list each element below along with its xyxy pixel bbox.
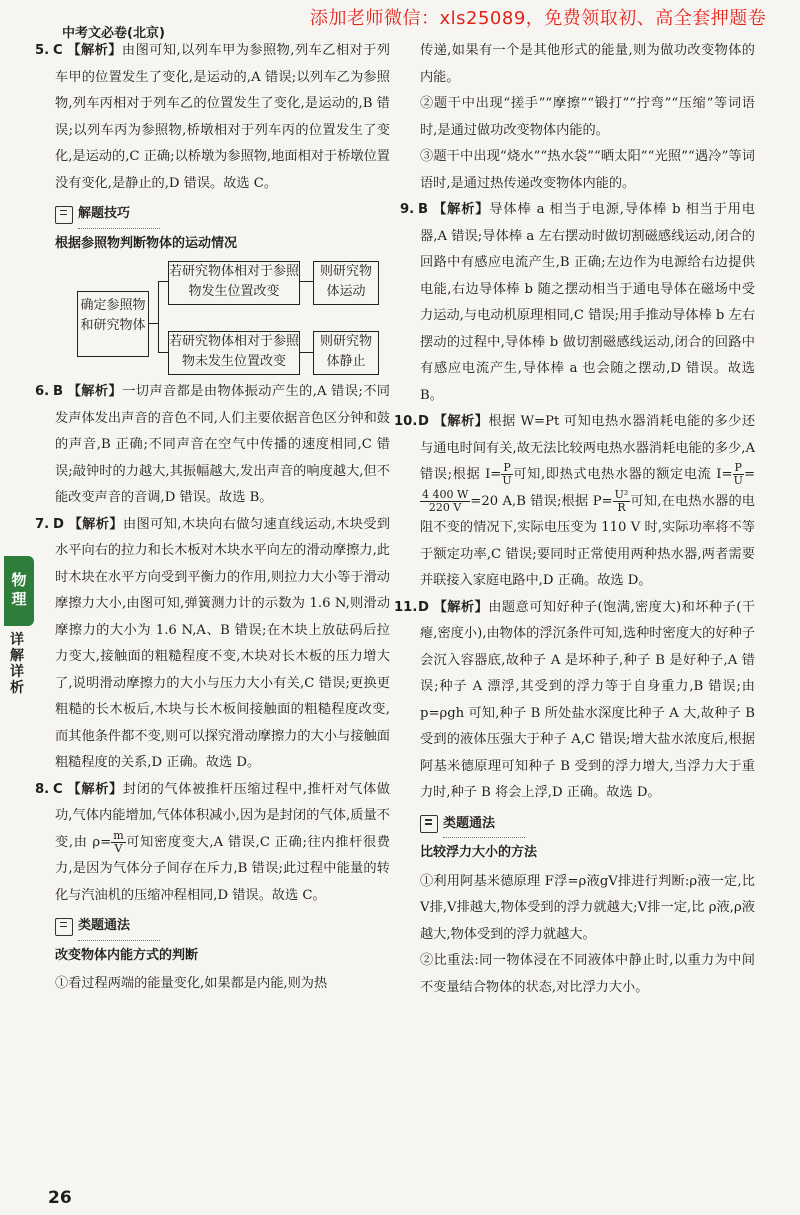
answer-letter: C (53, 781, 63, 797)
note-icon (420, 815, 438, 833)
diagram-box-moving: 则研究物体运动 (313, 261, 379, 305)
question-6 (35, 379, 390, 512)
analysis-tag: 【解析】 (67, 43, 122, 58)
answer-letter: D (418, 599, 429, 615)
analysis-text: 可知,在电热水器的电阻不变的情况下,实际电压变为 110 V 时,实际功率将不等于额定功率,C 错误;要同时正常使用两种热水器,两者需要并联接入家庭电路中,D 正确。故选 D。 (420, 493, 755, 588)
diagram-box-start: 确定参照物和研究物体 (77, 291, 149, 357)
question-number: 10. (394, 414, 418, 429)
fraction-p-over-u (733, 462, 744, 487)
fraction-denominator: U (733, 474, 743, 487)
analysis-text: 一切声音都是由物体振动产生的,A 错误;不同发声体发出声音的音色不同,人们主要依据音色区分钟和鼓的声音,B 正确;不同声音在空气中传播的速度相同,C 错误;敲钟时的力越大,其振幅越大,发出声音的响度越大,但不能改变声音的音调,D 错误。故选 B。 (55, 384, 390, 505)
analysis-text: 由图可知,以列车甲为参照物,列车乙相对于列车甲的位置发生了变化,是运动的,A 错误;以列车乙为参照物,列车丙相对于列车乙的位置发生了变化,是运动的,B 错误;以列车丙为参照物,桥墩相对于列车丙的位置发生了变化,是运动的,C 正确;以桥墩为参照物,地面相对于桥墩位置没有变化,是静止的,D 错误。故选 C。 (55, 43, 390, 191)
connector-line (158, 281, 159, 353)
fraction-numerator: P (734, 461, 742, 474)
continued-text: ②题干中出现“搓手”“摩擦”“锻打”“拧弯”“压缩”等词语时,是通过做功改变物体内能的。 (420, 96, 755, 138)
analysis-text: 根据 W=Pt 可知电热水器消耗电能的多少还与通电时间有关,故无法比较两电热水器消耗电能的多少,A 错误;根据 I= (420, 414, 756, 482)
question-number: 8. (35, 781, 50, 797)
question-number: 7. (35, 516, 50, 532)
analysis-text: 封闭的气体被推杆压缩过程中,推杆对气体做功,气体内能增加,气体体积减小,因为是封闭的气体,质量不变,由 ρ= (55, 781, 390, 850)
tip-title: 根据参照物判断物体的运动情况 (55, 235, 238, 251)
tip-label: 类题通法 (443, 811, 525, 839)
page-number: 26 (48, 1188, 72, 1208)
question-5 (35, 38, 390, 197)
answer-letter: D (418, 414, 429, 429)
analysis-text: 由题意可知好种子(饱满,密度大)和坏种子(干瘪,密度小),由物体的浮沉条件可知,选种时密度大的好种子会沉入容器底,故种子 A 是坏种子,种子 B 是好种子,A 错误;种子 A 漂浮,其受到的浮力等于自身重力,B 错误;由 p=ρgh 可知,种子 B 所处盐水深度比种子 A 大,故种子 B 受到的液体压强大于种子 A,C 错误;增大盐水浓度后,根据阿基米德原理可知种子 B 受到的浮力增大,当浮力大于重力时,种子 B 将会上浮,D 正确。故选 D。 (420, 599, 755, 800)
analysis-tag: 【解析】 (68, 516, 123, 532)
answer-letter: C (53, 43, 63, 58)
fraction-numerator: m (113, 828, 124, 842)
connector-line (158, 352, 168, 353)
analysis-tag: 【解析】 (433, 599, 489, 615)
tip-label: 解题技巧 (78, 201, 160, 229)
reference-frame-diagram (55, 261, 390, 373)
tip-title: 改变物体内能方式的判断 (55, 947, 199, 963)
answer-letter: B (418, 202, 429, 217)
question-7 (35, 512, 390, 777)
fraction-p-over-u (501, 462, 512, 487)
fraction-denominator: V (114, 841, 123, 855)
tip-title: 比较浮力大小的方法 (420, 845, 538, 860)
diagram-box-unmoved: 若研究物体相对于参照物未发生位置改变 (168, 331, 300, 375)
question-number: 11. (394, 599, 418, 615)
tip-label: 类题通法 (78, 913, 160, 941)
diagram-box-static: 则研究物体静止 (313, 331, 379, 375)
answer-letter: D (53, 516, 64, 532)
watermark-text: 添加老师微信：xls25089，免费领取初、高全套押题卷 (310, 8, 767, 29)
subject-tab (4, 556, 34, 626)
analysis-tag: 【解析】 (433, 414, 489, 429)
connector-line (299, 281, 313, 282)
diagram-box-moved: 若研究物体相对于参照物发生位置改变 (168, 261, 300, 305)
fraction-values (420, 489, 470, 514)
question-9 (400, 197, 755, 409)
note-icon (55, 206, 73, 224)
analysis-text: 导体棒 a 相当于电源,导体棒 b 相当于用电器,A 错误;导体棒 a 左右摆动时做切割磁感线运动,闭合的回路中有感应电流产生,B 正确;左边作为电源给右边提供电能,右边导体棒 b 随之摆动相当于通电导体在磁场中受力运动,与电动机原理相同,C 错误;用手推动导体棒 b 左右摆动的过程中,导体棒 b 做切割磁感线运动,闭合的回路中有感应电流产生,导体棒 a 也会随之摆动,D 错误。故选 B。 (420, 202, 755, 403)
question-8 (35, 777, 390, 910)
tip-text: ①看过程两端的能量变化,如果都是内能,则为热 (55, 976, 328, 991)
tip-header (420, 811, 755, 839)
analysis-tag: 【解析】 (67, 781, 123, 797)
fraction-denominator: 220 V (428, 500, 462, 514)
fraction-u2-over-r (613, 489, 631, 514)
analysis-text: =20 A,B 错误;根据 P= (470, 493, 613, 509)
fraction-numerator: P (503, 461, 511, 474)
fraction-numerator: 4 400 W (422, 487, 469, 501)
fraction-numerator: U² (614, 487, 629, 501)
question-10 (394, 409, 756, 595)
analysis-tag: 【解析】 (433, 202, 490, 217)
tip-method-1: ①利用阿基米德原理 F浮=ρ液gV排进行判断:ρ液一定,比 V排,V排越大,物体受到的浮力就越大;V排一定,比 ρ液,ρ液越大,物体受到的浮力就越大。 (420, 873, 755, 942)
connector-line (148, 323, 158, 324)
subject-tab-label: 物理 (9, 572, 28, 610)
question-number: 9. (400, 202, 415, 217)
question-number: 5. (35, 43, 50, 58)
question-11 (394, 595, 755, 807)
tip-header (55, 201, 390, 229)
continued-text: 传递,如果有一个是其他形式的能量,则为做功改变物体的内能。 (420, 43, 755, 85)
analysis-text: = (743, 467, 755, 482)
answer-letter: B (53, 384, 64, 399)
right-column (394, 38, 756, 1001)
analysis-text: 由图可知,木块向右做匀速直线运动,木块受到水平向右的拉力和长木板对木块水平向左的滑动摩擦力,此时木块在水平方向受到平衡力的作用,则拉力大小等于滑动摩擦力大小,由图可知,弹簧测力计的示数为 1.6 N,则滑动摩擦力的大小为 1.6 N,A、B 错误;在木块上放砝码后拉力变大,接触面的粗糙程度不变,木块对长木板的压力增大了,说明滑动摩擦力的大小与压力大小有关,C 错误;更换更粗糙的长木板后,木块与长木板间接触面的粗糙程度改变,而其他条件都不变,则可以探究滑动摩擦力的大小与接触面粗糙程度的关系,D 正确。故选 D。 (55, 516, 390, 770)
note-icon (55, 918, 73, 936)
subject-subtitle: 详解详析 (10, 632, 24, 696)
continued-text: ③题干中出现“烧水”“热水袋”“晒太阳”“光照”“遇冷”等词语时,是通过热传递改变物体内能的。 (420, 149, 755, 191)
tip-method-2: ②比重法:同一物体浸在不同液体中静止时,以重力为中间不变量结合物体的状态,对比浮力大小。 (420, 953, 755, 995)
analysis-tag: 【解析】 (67, 384, 123, 399)
connector-line (299, 352, 313, 353)
connector-line (158, 281, 168, 282)
question-number: 6. (35, 384, 50, 399)
fraction-denominator: U (502, 474, 512, 487)
tip-header (55, 913, 390, 941)
analysis-text: 可知密度变大,A 错误,C 正确;往内推杆很费力,是因为气体分子间存在斥力,B 错误;此过程中能量的转化与汽油机的压缩冲程相同,D 错误。故选 C。 (55, 834, 390, 903)
fraction-m-over-v (111, 830, 125, 855)
page-header: 中考文必卷(北京) (62, 26, 165, 41)
left-column (35, 38, 390, 998)
fraction-denominator: R (617, 500, 626, 514)
analysis-text: 可知,即热式电热水器的额定电流 I= (512, 467, 733, 482)
